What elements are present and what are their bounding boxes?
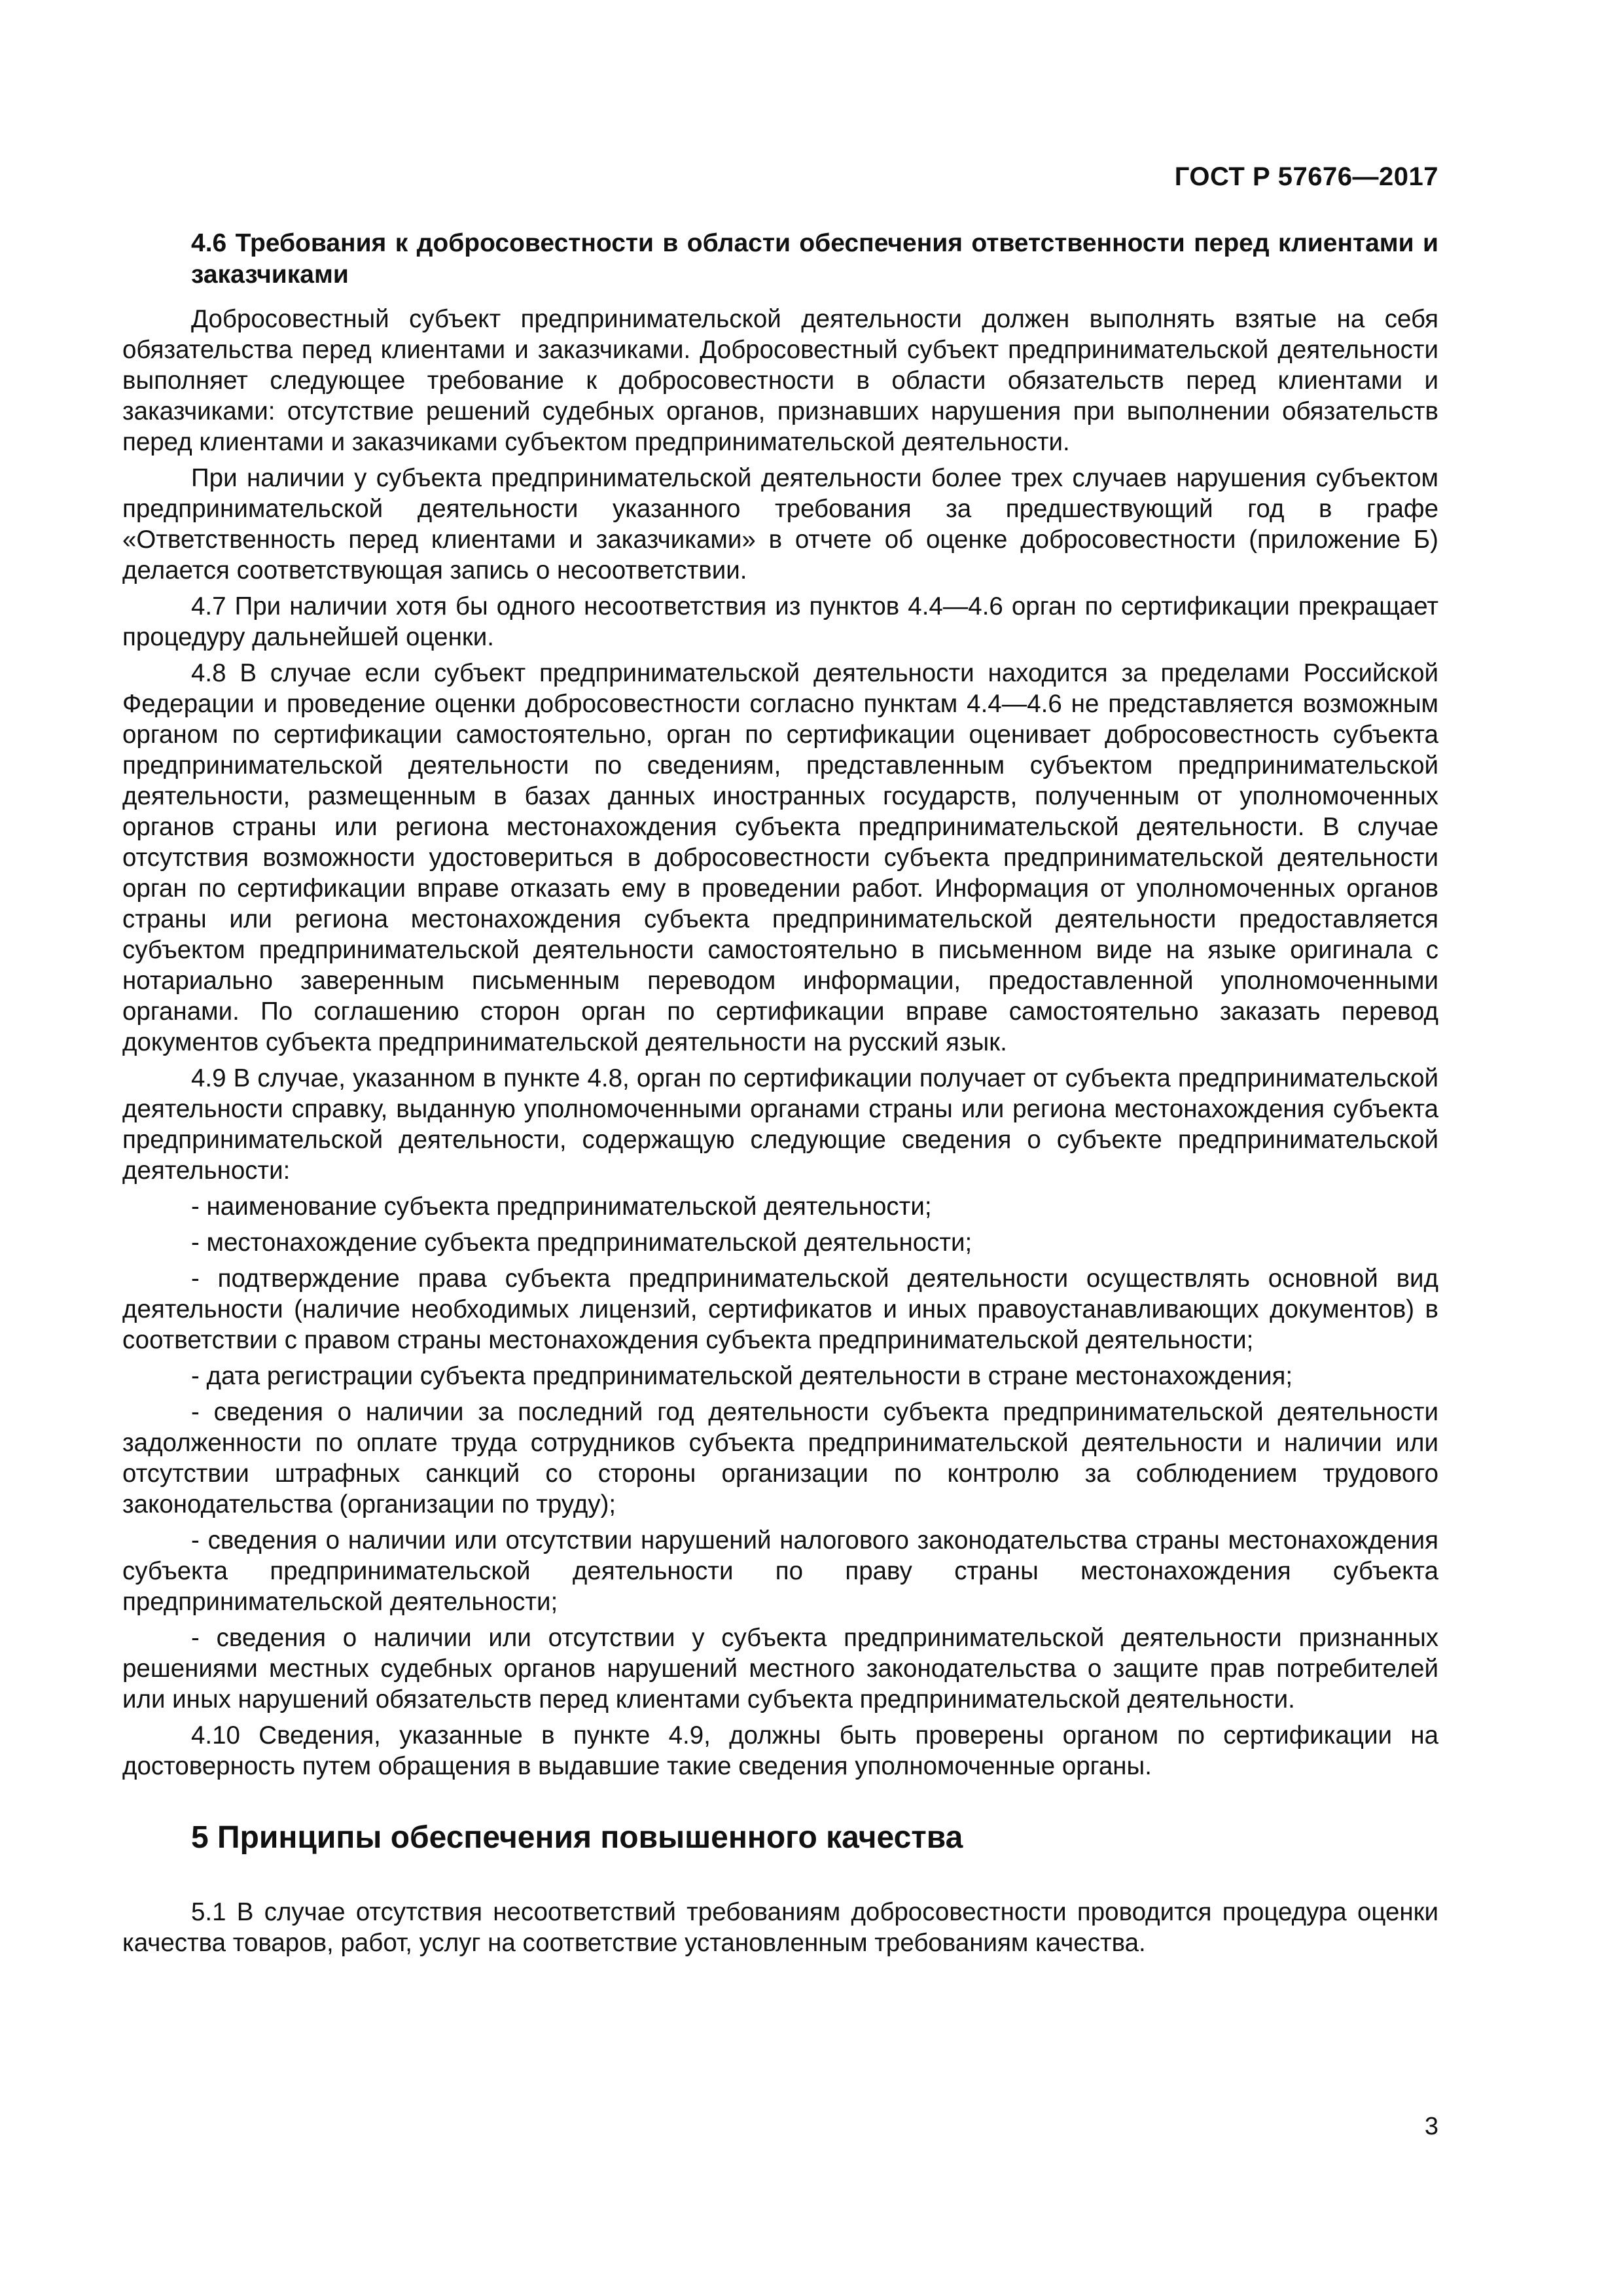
- section-heading-5: 5 Принципы обеспечения повышенного качества: [191, 1820, 963, 1855]
- list-item: - сведения о наличии или отсутствии нарушений налогового законодательства страны местонахождения субъекта предпринимательской деятельности по праву страны местонахождения субъекта предпринимательской деятельности;: [122, 1526, 1438, 1616]
- document-body: [122, 228, 1438, 1964]
- paragraph-4-8: 4.8 В случае если субъект предпринимательской деятельности находится за пределами Российской Федерации и проведение оценки добросовестности согласно пунктам 4.4—4.6 не представляется возможным органом по сертификации самостоятельно, орган по сертификации оценивает добросовестность субъекта предпринимательской деятельности по сведениям, представленным субъектом предпринимательской деятельности, размещенным в базах данных иностранных государств, полученным от уполномоченных органов страны или региона местонахождения субъекта предпринимательской деятельности. В случае отсутствия возможности удостовериться в добросовестности субъекта предпринимательской деятельности орган по сертификации вправе отказать ему в проведении работ. Информация от уполномоченных органов страны или региона местонахождения субъекта предпринимательской деятельности предоставляется субъектом предпринимательской деятельности самостоятельно в письменном виде на языке оригинала с нотариально заверенным письменным переводом информации, предоставленной уполномоченными органами. По соглашению сторон орган по сертификации вправе самостоятельно заказать перевод документов субъекта предпринимательской деятельности на русский язык.: [122, 659, 1438, 1056]
- list-item: - дата регистрации субъекта предпринимательской деятельности в стране местонахождения;: [191, 1362, 1293, 1390]
- standard-designation: ГОСТ Р 57676—2017: [1174, 162, 1438, 191]
- list-item: - сведения о наличии за последний год деятельности субъекта предпринимательской деятельности задолженности по оплате труда сотрудников субъекта предпринимательской деятельности и наличии или отсутствии штрафных санкций со стороны организации по контролю за соблюдением трудового законодательства (организации по труду);: [122, 1398, 1438, 1518]
- paragraph-5-1: 5.1 В случае отсутствия несоответствий требованиям добросовестности проводится процедура оценки качества товаров, работ, услуг на соответствие установленным требованиям качества.: [122, 1898, 1438, 1957]
- paragraph-4-6-2: При наличии у субъекта предпринимательской деятельности более трех случаев нарушения субъектом предпринимательской деятельности указанного требования за предшествующий год в графе «Ответственность перед клиентами и заказчиками» в отчете об оценке добросовестности (приложение Б) делается соответствующая запись о несоответствии.: [122, 464, 1438, 584]
- list-item: - сведения о наличии или отсутствии у субъекта предпринимательской деятельности признанных решениями местных судебных органов нарушений местного законодательства о защите прав потребителей или иных нарушений обязательств перед клиентами субъекта предпринимательской деятельности.: [122, 1624, 1438, 1713]
- page-number: 3: [1424, 2113, 1438, 2140]
- paragraph-4-7: 4.7 При наличии хотя бы одного несоответствия из пунктов 4.4—4.6 орган по сертификации прекращает процедуру дальнейшей оценки.: [122, 592, 1438, 651]
- paragraph-4-9: 4.9 В случае, указанном в пункте 4.8, орган по сертификации получает от субъекта предпринимательской деятельности справку, выданную уполномоченными органами страны или региона местонахождения субъекта предпринимательской деятельности, содержащую следующие сведения о субъекте предпринимательской деятельности:: [122, 1064, 1438, 1185]
- paragraph-4-10: 4.10 Сведения, указанные в пункте 4.9, должны быть проверены органом по сертификации на достоверность путем обращения в выдавшие такие сведения уполномоченные органы.: [122, 1721, 1438, 1780]
- list-item: - местонахождение субъекта предпринимательской деятельности;: [191, 1229, 972, 1257]
- paragraph-4-6-1: Добросовестный субъект предпринимательской деятельности должен выполнять взятые на себя обязательства перед клиентами и заказчиками. Добросовестный субъект предпринимательской деятельности выполняет следующее требование к добросовестности в области обязательств перед клиентами и заказчиками: отсутствие решений судебных органов, признавших нарушения при выполнении обязательств перед клиентами и заказчиками субъектом предпринимательской деятельности.: [122, 305, 1438, 456]
- list-item: - наименование субъекта предпринимательской деятельности;: [191, 1193, 932, 1221]
- list-item: - подтверждение права субъекта предпринимательской деятельности осуществлять основной вид деятельности (наличие необходимых лицензий, сертификатов и иных правоустанавливающих документов) в соответствии с правом страны местонахождения субъекта предпринимательской деятельности;: [122, 1265, 1438, 1354]
- subsection-heading-4-6: 4.6 Требования к добросовестности в области обеспечения ответственности перед клиентами и заказчиками: [191, 229, 1438, 289]
